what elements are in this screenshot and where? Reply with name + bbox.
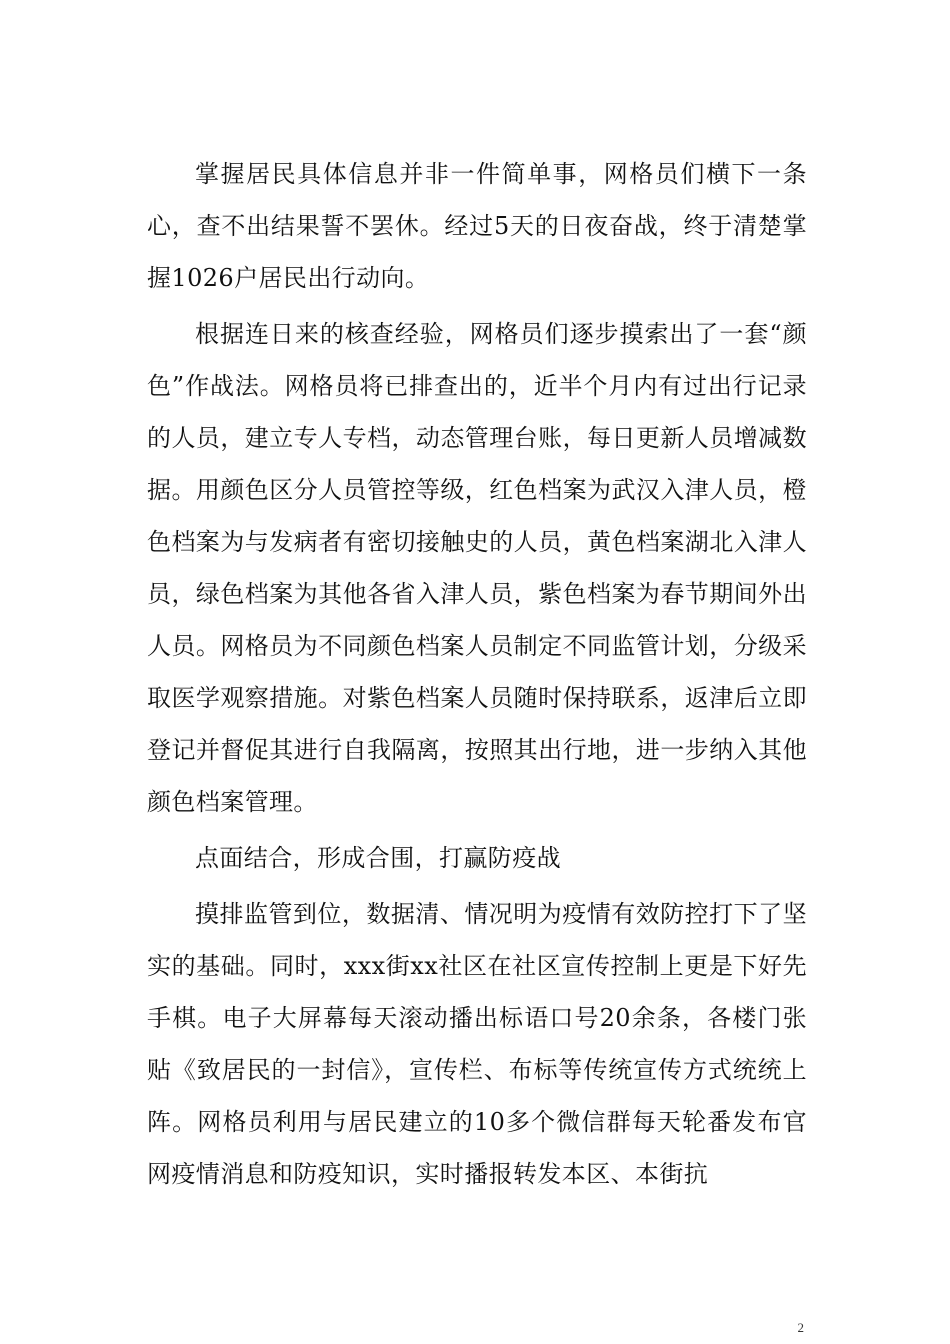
document-body bbox=[147, 148, 807, 1204]
body-paragraph: 掌握居民具体信息并非一件简单事，网格员们横下一条心，查不出结果誓不罢休。经过5天的日夜奋战，终于清楚掌握1026户居民出行动向。 bbox=[147, 160, 807, 292]
page-number: 2 bbox=[797, 1320, 804, 1335]
section-heading: 点面结合，形成合围，打赢防疫战 bbox=[195, 844, 561, 872]
body-paragraph: 摸排监管到位，数据清、情况明为疫情有效防控打下了坚实的基础。同时，xxx街xx社区在社区宣传控制上更是下好先手棋。电子大屏幕每天滚动播出标语口号20余条，各楼门张贴《致居民的一封信》，宣传栏、布标等传统宣传方式统统上阵。网格员利用与居民建立的10多个微信群每天轮番发布官网疫情消息和防疫知识，实时播报转发本区、本街抗 bbox=[147, 900, 807, 1188]
body-paragraph: 根据连日来的核查经验，网格员们逐步摸索出了一套“颜色”作战法。网格员将已排查出的，近半个月内有过出行记录的人员，建立专人专档，动态管理台账，每日更新人员增减数据。用颜色区分人员管控等级，红色档案为武汉入津人员，橙色档案为与发病者有密切接触史的人员，黄色档案湖北入津人员，绿色档案为其他各省入津人员，紫色档案为春节期间外出人员。网格员为不同颜色档案人员制定不同监管计划，分级采取医学观察措施。对紫色档案人员随时保持联系，返津后立即登记并督促其进行自我隔离，按照其出行地，进一步纳入其他颜色档案管理。 bbox=[147, 320, 807, 816]
